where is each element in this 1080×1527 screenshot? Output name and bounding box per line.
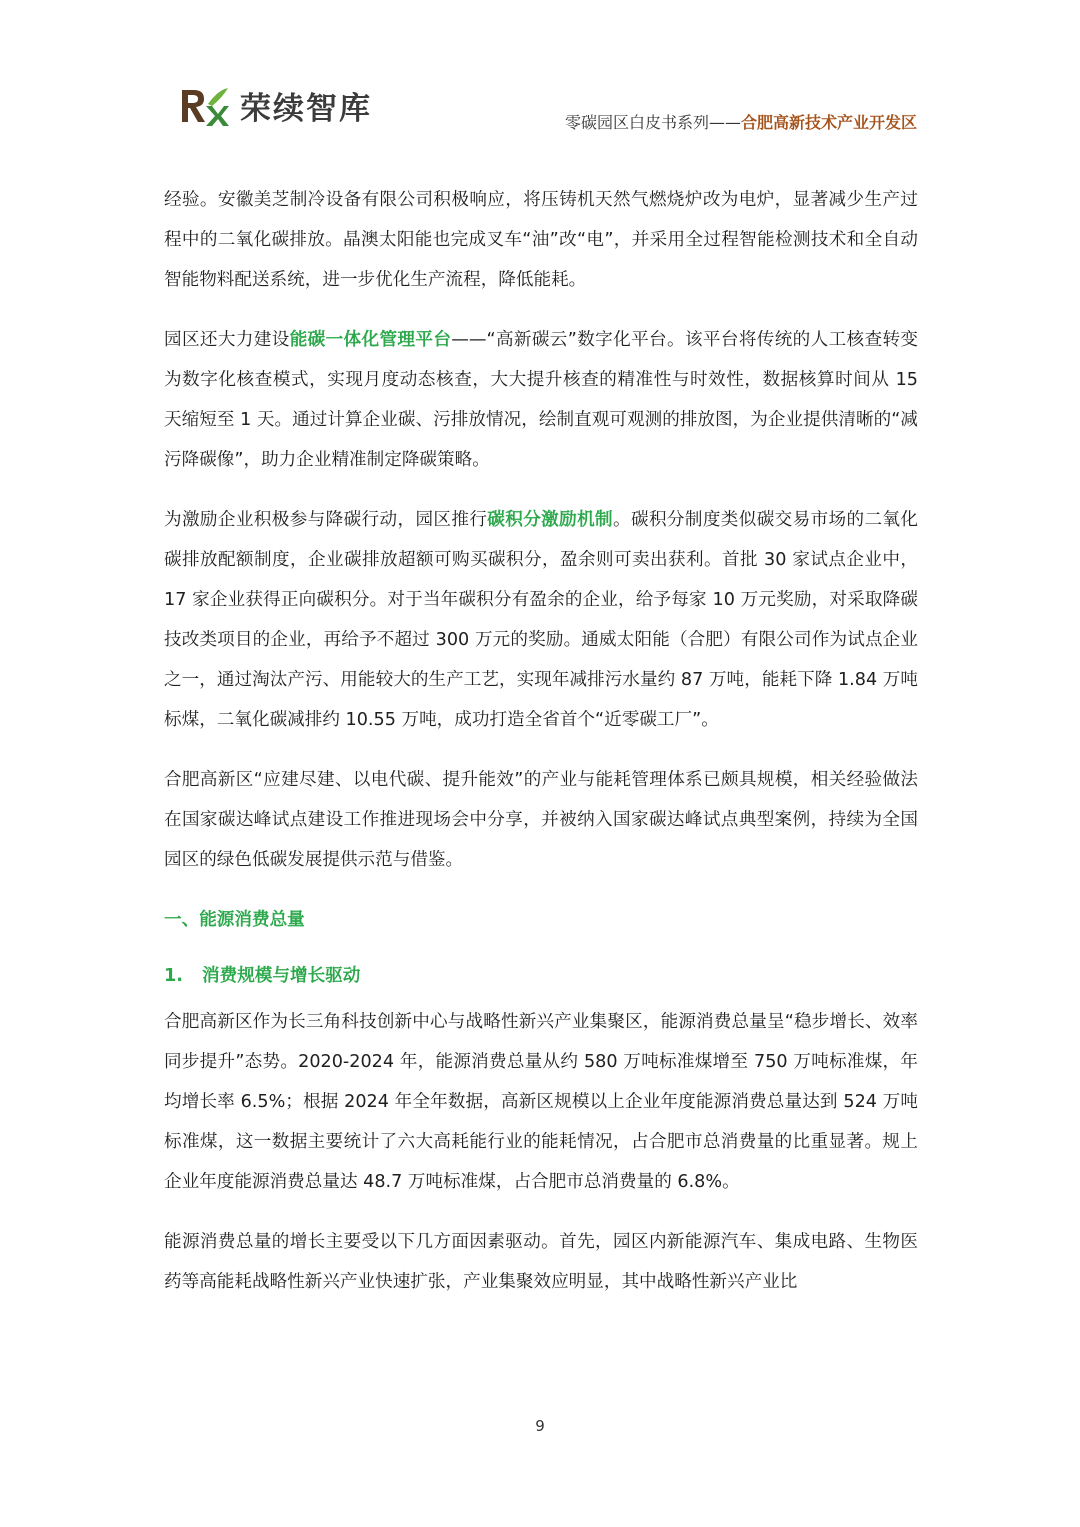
paragraph: 能源消费总量的增长主要受以下几方面因素驱动。首先，园区内新能源汽车、集成电路、生物医药等高能耗战略性新兴产业快速扩张，产业集聚效应明显，其中战略性新兴产业比 xyxy=(164,1232,918,1292)
text-run: ——“高新碳云”数字化平台。该平台将传统的人工核查转变为数字化核查模式，实现月度动态核查，大大提升核查的精准性与时效性，数据核算时间从 15 天缩短至 1 天。通过计算企业碳、污排放情况，绘制直观可观测的排放图，为企业提供清晰的“减污降碳像”，助力企业精准制定降碳策略。 xyxy=(164,330,918,470)
paragraph: 经验。安徽美芝制冷设备有限公司积极响应，将压铸机天然气燃烧炉改为电炉，显著减少生产过程中的二氧化碳排放。晶澳太阳能也完成叉车“油”改“电”，并采用全过程智能检测技术和全自动智能物料配送系统，进一步优化生产流程，降低能耗。 xyxy=(164,190,918,290)
paragraph: 合肥高新区“应建尽建、以电代碳、提升能效”的产业与能耗管理体系已颇具规模，相关经验做法在国家碳达峰试点建设工作推进现场会中分享，并被纳入国家碳达峰试点典型案例，持续为全国园区的绿色低碳发展提供示范与借鉴。 xyxy=(164,770,918,870)
highlight-term: 碳积分激励机制 xyxy=(487,510,614,530)
page-number: 9 xyxy=(535,1417,545,1435)
brand-name: 荣续智库 xyxy=(240,90,372,127)
series-prefix: 零碳园区白皮书系列—— xyxy=(564,113,741,132)
text-run: 为激励企业积极参与降碳行动，园区推行 xyxy=(164,510,488,530)
section-heading: 一、能源消费总量 xyxy=(164,910,305,930)
subsection-heading xyxy=(164,956,918,996)
page-content xyxy=(164,180,918,1322)
subsection-number: 1. xyxy=(164,966,183,986)
paragraph: 合肥高新区作为长三角科技创新中心与战略性新兴产业集聚区，能源消费总量呈“稳步增长、效率同步提升”态势。2020-2024 年，能源消费总量从约 580 万吨标准煤增至 750 万吨标准煤，年均增长率 6.5%；根据 2024 年全年数据，高新区规模以上企业年度能源消费总量达到 524 万吨标准煤，这一数据主要统计了六大高耗能行业的能耗情况，占合肥市总消费量的比重显著。规上企业年度能源消费总量达 48.7 万吨标准煤，占合肥市总消费量的 6.8%。 xyxy=(164,1012,918,1192)
text-run: 。碳积分制度类似碳交易市场的二氧化碳排放配额制度，企业碳排放超额可购买碳积分，盈余则可卖出获利。首批 30 家试点企业中，17 家企业获得正向碳积分。对于当年碳积分有盈余的企业，给予每家 10 万元奖励，对采取降碳技改类项目的企业，再给予不超过 300 万元的奖励。通威太阳能（合肥）有限公司作为试点企业之一，通过淘汰产污、用能较大的生产工艺，实现年减排污水量约 87 万吨，能耗下降 1.84 万吨标煤，二氧化碳减排约 10.55 万吨，成功打造全省首个“近零碳工厂”。 xyxy=(164,510,918,730)
page-header xyxy=(0,0,1080,150)
rx-logo-icon xyxy=(178,84,230,126)
paragraph xyxy=(164,500,918,740)
highlight-term: 能碳一体化管理平台 xyxy=(289,330,452,350)
document-series-title xyxy=(565,110,917,133)
subsection-title: 消费规模与增长驱动 xyxy=(202,966,361,986)
brand-logo xyxy=(178,84,372,126)
text-run: 园区还大力建设 xyxy=(164,330,290,350)
paragraph xyxy=(164,320,918,480)
series-accent: 合肥高新技术产业开发区 xyxy=(740,113,917,132)
